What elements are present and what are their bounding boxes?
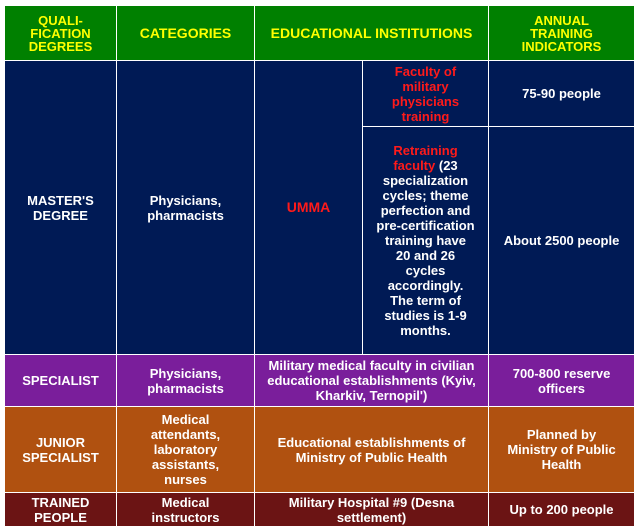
trained-institution-cell: [255, 493, 489, 527]
junior-degree-text: JUNIOR SPECIALIST: [22, 434, 99, 465]
header-categories-text: CATEGORIES: [139, 24, 232, 41]
faculty-military-physicians-cell: [363, 61, 489, 127]
retraining-faculty-detail: (23 specialization cycles; theme perfection and pre-certification training have 20 and 26 cycles accordingly. The term of studies is 1-9 months.: [376, 158, 475, 338]
masters-category-text: Physicians, pharmacists: [147, 192, 224, 223]
specialist-indicator-cell: [489, 355, 635, 407]
training-table: [4, 5, 635, 527]
specialist-degree-text: SPECIALIST: [22, 373, 99, 388]
junior-category-cell: [117, 407, 255, 493]
specialist-indicator-text: 700-800 reserve officers: [512, 365, 611, 396]
junior-specialist-row: [5, 407, 635, 493]
junior-degree-cell: [5, 407, 117, 493]
masters-degree-cell: [5, 61, 117, 355]
masters-institution-text: UMMA: [286, 199, 331, 215]
header-row: [5, 6, 635, 61]
retraining-indicator: About 2500 people: [503, 233, 620, 248]
specialist-category-text: Physicians, pharmacists: [147, 365, 224, 396]
trained-institution-text: Military Hospital #9 (Desna settlement): [288, 494, 455, 525]
specialist-institution-cell: [255, 355, 489, 407]
masters-category-cell: [117, 61, 255, 355]
header-qualification-text: QUALI- FICATION DEGREES: [28, 12, 93, 54]
junior-institution-cell: [255, 407, 489, 493]
specialist-degree-cell: [5, 355, 117, 407]
trained-indicator-cell: [489, 493, 635, 527]
faculty-military-physicians-indicator-cell: [489, 61, 635, 127]
trained-degree-cell: [5, 493, 117, 527]
retraining-indicator-cell: [489, 127, 635, 355]
junior-institution-text: Educational establishments of Ministry of Public Health: [277, 434, 466, 465]
junior-category-text: Medical attendants, laboratory assistants, nurses: [150, 412, 221, 487]
masters-row-1: [5, 61, 635, 127]
header-qualification: [5, 6, 117, 61]
faculty-military-physicians-text: Faculty of military physicians training: [391, 63, 460, 124]
trained-degree-text: TRAINED PEOPLE: [31, 494, 90, 525]
masters-degree-text: MASTER'S DEGREE: [27, 192, 94, 223]
header-categories: [117, 6, 255, 61]
specialist-institution-text: Military medical faculty in civilian educational establishments (Kyiv, Kharkiv, Ternopil'): [267, 358, 476, 403]
trained-people-row: [5, 493, 635, 527]
masters-institution-cell: [255, 61, 363, 355]
retraining-faculty-cell: [363, 127, 489, 355]
retraining-faculty-name: Retraining faculty: [393, 143, 458, 173]
header-indicators-text: ANNUAL TRAINING INDICATORS: [521, 12, 602, 54]
junior-indicator-cell: [489, 407, 635, 493]
trained-category-text: Medical instructors: [151, 494, 220, 525]
junior-indicator-text: Planned by Ministry of Public Health: [507, 427, 616, 472]
header-indicators: [489, 6, 635, 61]
faculty-military-physicians-indicator: 75-90 people: [522, 86, 601, 101]
trained-category-cell: [117, 493, 255, 527]
header-institutions: [255, 6, 489, 61]
specialist-row: [5, 355, 635, 407]
header-institutions-text: EDUCATIONAL INSTITUTIONS: [270, 24, 473, 41]
trained-indicator-text: Up to 200 people: [509, 502, 614, 517]
specialist-category-cell: [117, 355, 255, 407]
